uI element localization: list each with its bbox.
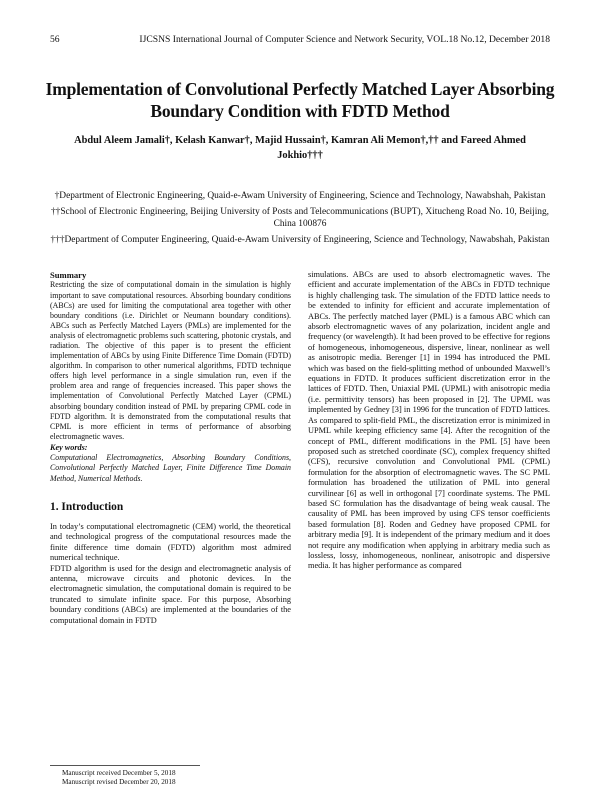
- right-column: [308, 270, 550, 572]
- footnotes: [62, 769, 176, 786]
- page-number: 56: [50, 34, 60, 45]
- summary-text: Restricting the size of computational domain in the simulation is highly important to save computational resources. Absorbing boundary conditions (ABCs) are used for limiting the computational area together with other boundary conditions (i.e. Dirichlet or Neumann boundary conditions). ABCs such as Perfectly Matched Layers (PMLs) are implemented for the analysis of electromagnetic problems such scattering, photonic crystals, and radiation. The objective of this paper is to present the efficient implementation of ABCs by using Finite Difference Time Domain (FDTD) algorithm. In comparison to other numerical algorithms, FDTD technique offers high level performance in a single simulation run, even if the problem area and range of frequencies increased. This paper shows the implementation of Convolutional Perfectly Matched Layer (CPML) absorbing boundary condition instead of PML by preparing CPML code in FDTD algorithm. It is demonstrated from the computational results that CPML is more efficient in terms of performance of absorbing electromagnetic waves.: [50, 280, 291, 441]
- keywords-text: Computational Electromagnetics, Absorbing Boundary Conditions, Convolutional Perfectly Matched Layer, Finite Difference Time Domain Method, Numerical Methods.: [50, 453, 291, 483]
- footnote-received: Manuscript received December 5, 2018: [62, 769, 176, 777]
- author-list: Abdul Aleem Jamali†, Kelash Kanwar†, Majid Hussain†, Kamran Ali Memon†,†† and Fareed Ahmed Jokhio†††: [74, 135, 526, 161]
- affiliation-1: †Department of Electronic Engineering, Quaid-e-Awam University of Engineering, Science and Technology, Nawabshah, Pakistan: [54, 191, 546, 201]
- intro-paragraph-1: In today’s computational electromagnetic (CEM) world, the theoretical and technological progress of the computational resources made the finite difference time domain (FDTD) algorithm most admired numerical technique.: [50, 522, 291, 563]
- paper-title: Implementation of Convolutional Perfectly Matched Layer Absorbing Boundary Condition with FDTD Method: [45, 79, 555, 121]
- affiliation-2: ††School of Electronic Engineering, Beijing University of Posts and Telecommunications (BUPT), Xitucheng Road No. 10, Beijing, China 100876: [50, 206, 550, 229]
- left-column: [50, 270, 291, 626]
- right-column-text: simulations. ABCs are used to absorb electromagnetic waves. The efficient and accurate implementation of the ABCs in FDTD technique is highly challenging task. The simulation of the FDTD lattice needs to be extended to infinity for efficient and accurate implementation of ABCs. The perfectly matched layer (PML) is a famous ABC which can absorb electromagnetic waves of any polarization, incident angle and frequency (or wavelength). It had been proved to be effective for regions of homogeneous, inhomogeneous, dispersive, linear, nonlinear as well as anisotropic media. Berenger [1] in 1994 has introduced the PML which was based on the field-splitting method of unbounded Maxwell’s equations in FDTD. It produces sufficient discretization error in the lattices of FDTD. Then, Uniaxial PML (UPML) with anisotropic media (i.e. permittivity tensors) has been proposed in [2]. The UPML was implemented by Gedney [3] in 1996 for the truncation of FDTD lattices. As compared to split-field PML, the discretization error is minimized in UPML while keeping efficiency same [4]. After the recognition of the concept of PML, different modifications in the PML [5] have been proposed such as stretched coordinate (SC), complex frequency shifted (CFS), recursive convolution and Convolutional PML (CPML) formulation for the absorption of electromagnetic waves. The SC PML formulation has broadened the utilization of PML into general curvilinear [6] as well in orthogonal [7] coordinate systems. The PML based SC formulation has the disadvantage of being weak causal. The causality of PML has been improved by using CFS tensor coefficients based formulation [8]. Roden and Gedney have proposed CPML for arbitrary media [9]. It is independent of the primary medium and it does not require any modification when applying in arbitrary media such as lossless, lossy, inhomogeneous, nonlinear, anisotropic and dispersive media. It has higher performance as compared: [308, 270, 550, 571]
- affiliations: [50, 190, 550, 249]
- journal-header: IJCSNS International Journal of Computer Science and Network Security, VOL.18 No.12, December 2018: [139, 34, 550, 45]
- intro-paragraph-2: FDTD algorithm is used for the design and electromagnetic analysis of antenna, microwave circuits and photonic devices. In the electromagnetic simulation, the computational domain is required to be truncated to simulate infinite space. For this purpose, Absorbing boundary conditions (ABCs) are implemented at the boundaries of the computational domain in FDTD: [50, 563, 291, 625]
- footnote-divider: [50, 765, 200, 766]
- affiliation-3: †††Department of Computer Engineering, Quaid-e-Awam University of Engineering, Science and Technology, Nawabshah, Pakistan: [50, 234, 550, 245]
- running-header: [50, 34, 550, 48]
- footnote-revised: Manuscript revised December 20, 2018: [62, 777, 176, 786]
- introduction-heading: 1. Introduction: [50, 500, 124, 513]
- keywords-heading: Key words:: [50, 442, 88, 452]
- summary-heading: Summary: [50, 270, 87, 280]
